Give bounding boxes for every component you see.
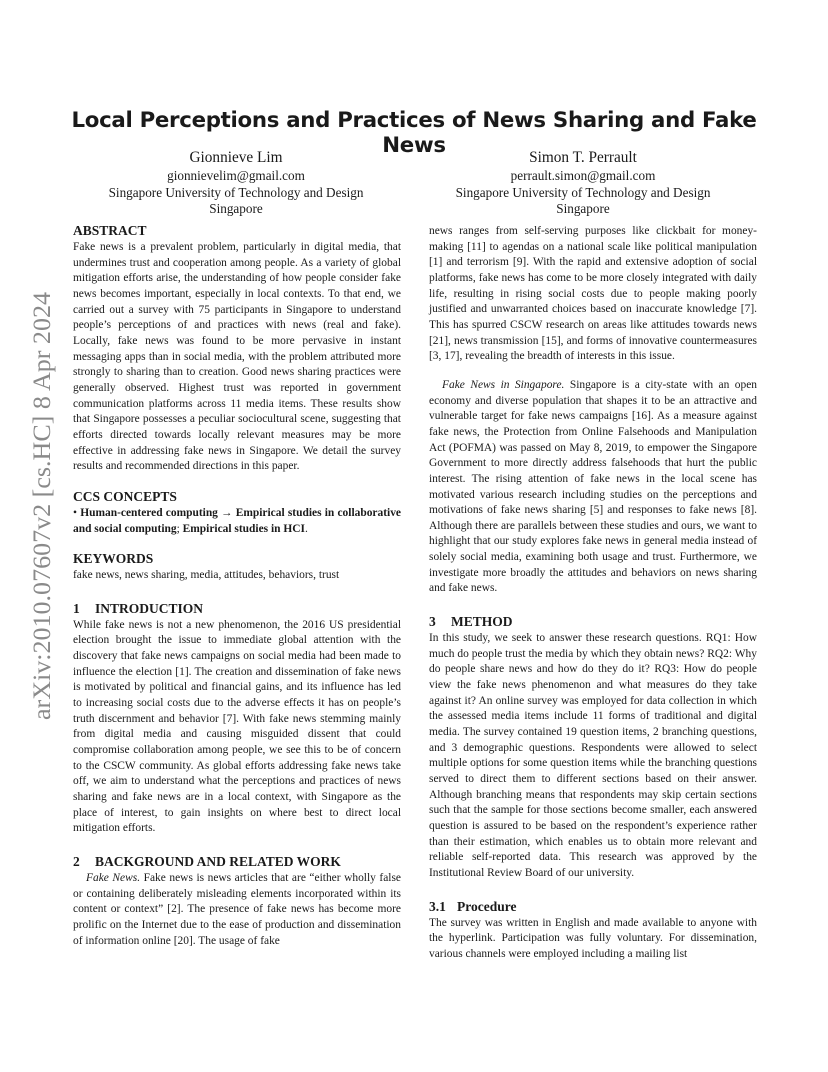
section-title: METHOD <box>451 614 513 630</box>
section-title: INTRODUCTION <box>95 600 204 616</box>
section-number: 3.1 <box>429 898 446 914</box>
method-text: In this study, we seek to answer these research questions. RQ1: How much do people trust the media by which they obtain news? RQ2: Why do people share news and how do they do it? RQ3: How do people view the fake news phenomenon and what measures do they take against it? An online survey was employed for data collection in which the assessed media items include 11 forms of traditional and digital media. The survey contained 19 question items, 2 branching questions, and 3 demographic questions. Respondents were allowed to select multiple options for some question items while the branching questions served to direct them to different sections based on their answer. Although branching means that respondents may skip certain sections such that the sample for those sections become smaller, each answered question is assured to be based on the respondent’s experience rather than their estimation, which enables us to obtain more relevant and reliable self-reported data. This research was approved by the Institutional Review Board of our university. <box>429 632 757 879</box>
right-column <box>429 224 757 963</box>
section-title: Procedure <box>457 898 517 914</box>
paper-title: Local Perceptions and Practices of News Sharing and Fake News <box>71 108 757 158</box>
author-block-2 <box>418 147 748 218</box>
paragraph-text: Fake news is news articles that are “either wholly false or containing deliberately misleading elements incorporated within its content or context” [2]. The presence of fake news has become more prolific on the Internet due to the ease of production and dissemination of information online [20]. The usage of fake <box>73 872 401 947</box>
abstract-heading: ABSTRACT <box>73 223 147 238</box>
section-title: BACKGROUND AND RELATED WORK <box>95 854 341 869</box>
author-location: Singapore <box>209 201 263 216</box>
section-heading-introduction <box>73 600 401 618</box>
fake-news-singapore-paragraph <box>429 378 757 597</box>
author-affiliation: Singapore University of Technology and Design <box>108 184 364 200</box>
author-email: gionnievelim@gmail.com <box>167 168 305 183</box>
paragraph-lead: Fake News. <box>86 872 141 884</box>
section-heading-background <box>73 853 401 871</box>
subsection-heading-procedure <box>429 898 757 916</box>
background-paragraph-continued: news ranges from self-serving purposes like clickbait for money-making [11] to agendas on a national scale like political manipulation [1] and terrorism [9]. With the rapid and extensive adoption of social platforms, fake news has come to be more closely integrated with daily life, resulting in rising social costs due to people making poorly justified and unwarranted choices based on inaccurate knowledge [7]. This has spurred CSCW research on areas like attitudes towards news [21], news transmission [15], and forms of innovative countermeasures [3, 17], revealing the breadth of interests in this issue. <box>429 225 757 363</box>
arxiv-id-text: arXiv:2010.07607v2 [cs.HC] 8 Apr 2024 <box>29 308 56 720</box>
arxiv-identifier <box>26 290 56 720</box>
section-heading-method <box>429 613 757 631</box>
author-name: Simon T. Perrault <box>529 149 637 166</box>
ccs-item: Human-centered computing <box>80 506 218 519</box>
left-column <box>73 222 401 949</box>
ccs-arrow: → <box>217 506 236 519</box>
keywords-text: fake news, news sharing, media, attitudes, behaviors, trust <box>73 569 340 582</box>
author-location: Singapore <box>556 201 610 216</box>
paragraph-text: Singapore is a city-state with an open economy and diverse population that shapes it to be an attractive and vulnerable target for fake news campaigns [16]. As a measure against fake news, the Protection from Online Falsehoods and Manipulation Act (POFMA) was passed on May 8, 2019, to empower the Singapore Government to more directly address falsehoods that hurt the public interest. The rising attention of fake news in the local scene has motivated various research including studies on the perceptions and motivations of fake news sharing [5] and responses to fake news [8]. Although there are parallels between these studies and ours, we want to highlight that our study explores fake news in general media instead of solely social media, examining both usage and trust. Furthermore, we investigate more broadly the attitudes and behaviors on news sharing and fake news. <box>429 378 757 595</box>
ccs-item: Empirical studies in HCI <box>182 522 305 535</box>
introduction-text: While fake news is not a new phenomenon, the 2016 US presidential election brought the issue to immediate global attention with the discovery that fake news campaigns on social media had been made to influence the election [1]. The creation and dissemination of fake news is motivated by political and financial gains, and its influence has led to increasing social costs due to the adverse effects it has on people’s truth discernment and behavior [7]. With fake news stemming mainly from digital media and causing misguided dissent that could compromise collaboration among people, we see this to be of concern to the CSCW community. As global efforts addressing fake news take off, we aim to understand what the perceptions and practices of news sharing and fake news are in a local context, with Singapore as the place of interest, to gain insights on where best to direct local mitigation efforts. <box>73 618 401 835</box>
author-email: perrault.simon@gmail.com <box>510 168 656 183</box>
section-number: 3 <box>429 614 436 630</box>
abstract-text: Fake news is a prevalent problem, particularly in digital media, that undermines trust and cooperation among people. As a variety of global mitigation efforts arise, the understanding of how people consider fake news becomes important, especially in local contexts. To that end, we carried out a survey with 75 participants in Singapore to understand people’s perceptions of and practices with news (real and fake). Locally, fake news was found to be more pervasive in instant messaging apps than in social media, with the problem attributed more strongly to sharing than to creation. Good news sharing practices were generally observed. Highest trust was reported in government communication platforms across 11 media items. These results show that Singapore possesses a peculiar sociocultural scene, suggesting that efforts directed towards locally relevant measures may be more effective in addressing fake news in Singapore. We detail the survey results and recommended directions in this paper. <box>73 241 401 473</box>
ccs-bullet: • <box>73 506 78 519</box>
ccs-concepts <box>73 506 401 537</box>
ccs-heading: CCS CONCEPTS <box>73 488 177 504</box>
section-number: 2 <box>73 854 80 869</box>
author-name: Gionnieve Lim <box>189 149 283 166</box>
procedure-text: The survey was written in English and made available to anyone with the hyperlink. Participation was fully voluntary. For dissemination, various channels were employed including a mailing list <box>429 916 757 960</box>
keywords-heading: KEYWORDS <box>73 551 154 567</box>
section-number: 1 <box>73 600 80 616</box>
paragraph-lead: Fake News in Singapore. <box>442 378 565 391</box>
ccs-separator: ; <box>176 522 183 535</box>
ccs-end: . <box>304 522 308 535</box>
background-paragraph <box>73 871 401 949</box>
author-block-1 <box>71 147 401 218</box>
author-affiliation: Singapore University of Technology and Design <box>455 184 711 200</box>
ccs-item: Empirical studies in collaborative and social computing <box>73 506 401 535</box>
